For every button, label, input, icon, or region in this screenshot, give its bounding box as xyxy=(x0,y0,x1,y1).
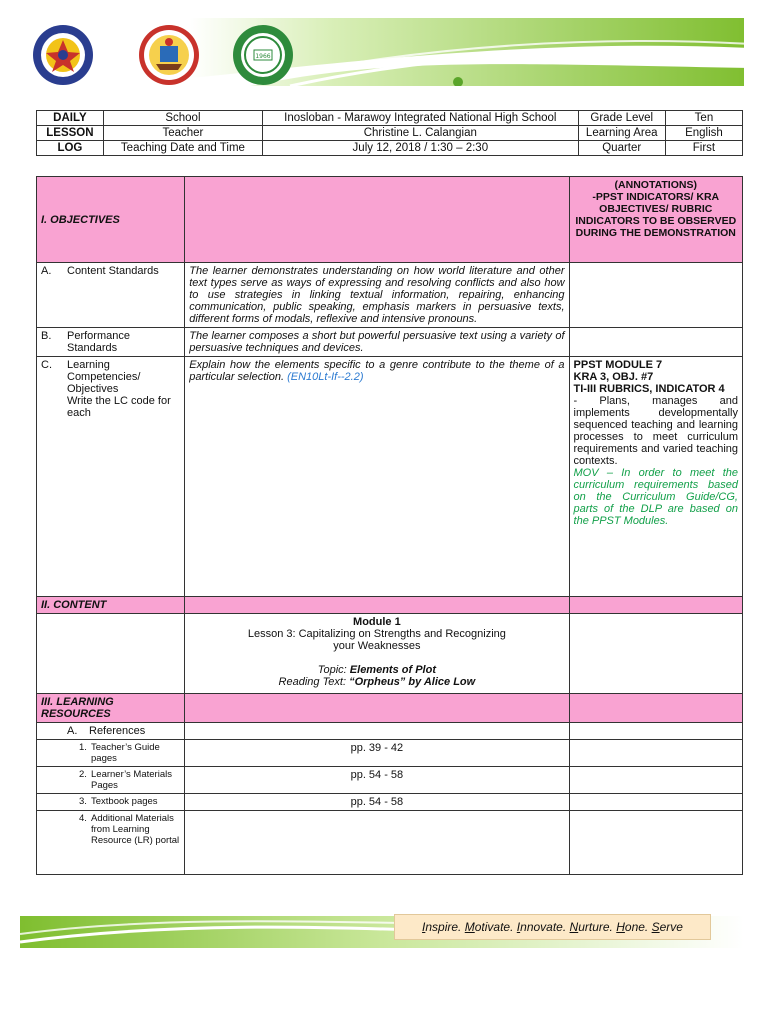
list-number: 2. xyxy=(79,769,87,780)
motto-initial: S xyxy=(651,920,660,934)
topic-line xyxy=(189,664,564,676)
row-label: Teacher’s Guide pages xyxy=(91,742,160,764)
content-blank-cell xyxy=(569,597,742,614)
annotation-cell xyxy=(569,794,742,811)
topic-prefix: Topic: xyxy=(317,664,350,676)
content-standards-text: The learner demonstrates understanding on how world literature and other text types serve as ways of expressing and resolving conflicts and also how to use strategies in linking textual information, repairing, enhancing communication, public speaking, emphasis markers in persuasive texts, different forms of modals, reflexive and intensive pronouns. xyxy=(185,263,569,328)
learners-materials-pages: pp. 54 - 58 xyxy=(185,767,569,794)
list-letter: A. xyxy=(67,725,78,737)
ppst-description: - Plans, manages and implements developmentally sequenced teaching and learning processes to meet curriculum requirements and varied teaching contexts. xyxy=(573,395,738,467)
content-heading: II. CONTENT xyxy=(37,597,185,614)
header-cell: Quarter xyxy=(578,141,665,156)
header-cell: Teaching Date and Time xyxy=(103,141,262,156)
resources-blank-cell xyxy=(185,694,569,723)
list-number: 4. xyxy=(79,813,87,824)
motto-rest: nspire. xyxy=(425,920,462,934)
topic-value: Elements of Plot xyxy=(349,664,436,676)
competency-statement: Explain how the elements specific to a genre contribute to the theme of a particular selection. xyxy=(189,359,565,383)
header-cell: DAILY xyxy=(37,111,104,126)
annotations-heading: (ANNOTATIONS) -PPST INDICATORS/ KRA OBJECTIVES/ RUBRIC INDICATORS TO BE OBSERVED DURING THE DEMONSTRATION xyxy=(569,177,742,263)
reading-value: “Orpheus” by Alice Low xyxy=(349,676,476,688)
header-cell: Christine L. Calangian xyxy=(263,126,578,141)
textbook-pages-label xyxy=(37,794,185,811)
row-label: Learning Competencies/ Objectives Write the LC code for each xyxy=(67,359,171,419)
lesson-title: Lesson 3: Capitalizing on Strengths and Recognizing your Weaknesses xyxy=(247,628,506,652)
list-letter: B. xyxy=(41,330,52,342)
header-cell: Grade Level xyxy=(578,111,665,126)
list-number: 3. xyxy=(79,796,87,807)
textbook-pages: pp. 54 - 58 xyxy=(185,794,569,811)
annotation-cell xyxy=(569,328,742,357)
annotation-cell xyxy=(569,740,742,767)
list-letter: C. xyxy=(41,359,52,371)
motto-word xyxy=(517,920,566,934)
motto-word xyxy=(465,920,514,934)
motto-rest: one. xyxy=(624,920,649,934)
motto-initial: M xyxy=(464,920,475,934)
ppst-kra: KRA 3, OBJ. #7 xyxy=(573,371,654,383)
motto-word xyxy=(422,920,461,934)
header-cell: Ten xyxy=(665,111,742,126)
references-label xyxy=(37,723,185,740)
row-label: Learner’s Materials Pages xyxy=(91,769,172,791)
header-cell: School xyxy=(103,111,262,126)
ppst-annotation xyxy=(569,357,742,597)
content-label-cell xyxy=(37,614,185,694)
school-motto xyxy=(394,914,711,940)
row-label: Textbook pages xyxy=(91,796,158,807)
ppst-mov: MOV – In order to meet the curriculum requirements based on the Curriculum Guide/CG, parts of the DLP are based on the PPST Modules. xyxy=(573,467,738,527)
division-seal-logo xyxy=(138,24,200,86)
annotation-cell xyxy=(569,723,742,740)
module-title: Module 1 xyxy=(353,616,401,628)
motto-rest: urture. xyxy=(578,920,613,934)
header-cell: First xyxy=(665,141,742,156)
deped-seal-logo xyxy=(32,24,94,86)
motto-rest: otivate. xyxy=(474,920,514,934)
list-number: 1. xyxy=(79,742,87,753)
motto-word xyxy=(652,920,683,934)
lc-code: (EN10Lt-If--2.2) xyxy=(287,371,364,383)
annotation-cell xyxy=(569,263,742,328)
ppst-module: PPST MODULE 7 xyxy=(573,359,663,371)
header-cell: LESSON xyxy=(37,126,104,141)
learning-competencies-text xyxy=(185,357,569,597)
ppst-rubric: TI-III RUBRICS, INDICATOR 4 xyxy=(573,383,725,395)
reading-line xyxy=(189,676,564,688)
school-seal-logo xyxy=(232,24,294,86)
learners-materials-label xyxy=(37,767,185,794)
header-cell: English xyxy=(665,126,742,141)
motto-initial: I xyxy=(516,920,521,934)
teachers-guide-label xyxy=(37,740,185,767)
resources-blank-cell xyxy=(569,694,742,723)
references-blank-cell xyxy=(185,723,569,740)
motto-initial: H xyxy=(616,920,625,934)
additional-materials-value xyxy=(185,811,569,875)
annotation-cell xyxy=(569,811,742,875)
lesson-log-table xyxy=(36,176,743,875)
motto-rest: erve xyxy=(659,920,683,934)
school-seal-year: 1966 xyxy=(255,53,271,60)
objectives-heading: I. OBJECTIVES xyxy=(37,177,185,263)
header-cell: LOG xyxy=(37,141,104,156)
content-blank-cell xyxy=(185,597,569,614)
row-label: Content Standards xyxy=(67,265,159,277)
header-cell: Teacher xyxy=(103,126,262,141)
reading-prefix: Reading Text: xyxy=(278,676,350,688)
list-letter: A. xyxy=(41,265,52,277)
teachers-guide-pages: pp. 39 - 42 xyxy=(185,740,569,767)
header-cell: Inosloban - Marawoy Integrated National High School xyxy=(263,111,578,126)
learning-resources-heading: III. LEARNING RESOURCES xyxy=(37,694,185,723)
additional-materials-label xyxy=(37,811,185,875)
content-details xyxy=(185,614,569,694)
motto-initial: N xyxy=(569,920,579,934)
motto-rest: nnovate. xyxy=(520,920,567,934)
performance-standards-text: The learner composes a short but powerful persuasive text using a variety of persuasive techniques and devices. xyxy=(185,328,569,357)
header-cell: July 12, 2018 / 1:30 – 2:30 xyxy=(263,141,578,156)
objectives-blank-cell xyxy=(185,177,569,263)
lesson-log-header-table xyxy=(36,110,743,156)
motto-initial: I xyxy=(422,920,426,934)
header-cell: Learning Area xyxy=(578,126,665,141)
performance-standards-label xyxy=(37,328,185,357)
row-label: Additional Materials from Learning Resource (LR) portal xyxy=(91,813,180,846)
motto-word xyxy=(570,920,613,934)
header-banner xyxy=(20,18,744,86)
row-label: Performance Standards xyxy=(67,330,130,354)
motto-word xyxy=(616,920,648,934)
row-label: References xyxy=(89,725,146,737)
annotation-cell xyxy=(569,767,742,794)
content-standards-label xyxy=(37,263,185,328)
annotation-cell xyxy=(569,614,742,694)
learning-competencies-label xyxy=(37,357,185,597)
